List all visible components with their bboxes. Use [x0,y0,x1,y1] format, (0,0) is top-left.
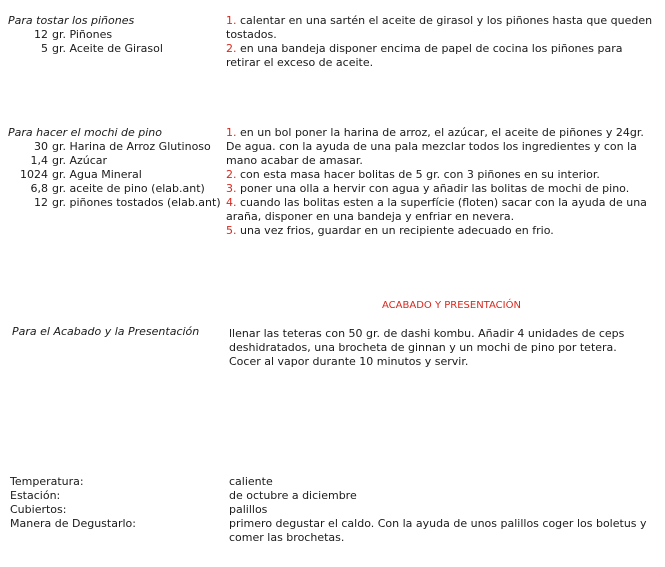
presentation-heading: ACABADO Y PRESENTACIÓN [382,300,521,311]
ingredient-row [0,168,215,182]
ingredient-name: gr. Agua Mineral [52,168,142,181]
info-value: primero degustar el caldo. Con la ayuda de unos palillos coger los boletus y comer las brochetas. [229,517,647,544]
step-item [226,182,658,196]
step-number: 1. [226,14,237,27]
info-row-estacion [10,489,660,503]
info-row-temperatura [10,475,660,489]
step-number: 5. [226,224,237,237]
step-item [226,42,658,70]
section-title-mochi: Para hacer el mochi de pino [8,126,163,139]
info-row-degustar [10,517,660,545]
info-value: de octubre a diciembre [229,489,357,502]
ingredient-row [0,140,215,154]
info-label: Cubiertos: [10,503,67,516]
info-row-cubiertos [10,503,660,517]
step-text: una vez frios, guardar en un recipiente adecuado en frio. [240,224,554,237]
presentation-line: Cocer al vapor durante 10 minutos y servir. [229,355,469,368]
step-item [226,14,658,42]
step-item [226,126,658,168]
ingredient-qty: 1024 [20,168,48,181]
ingredient-name: gr. aceite de pino (elab.ant) [52,182,205,195]
presentation-line: llenar las teteras con 50 gr. de dashi kombu. Añadir 4 unidades de ceps [229,327,625,340]
info-label: Manera de Degustarlo: [10,517,136,530]
step-item [226,168,658,182]
ingredient-name: gr. piñones tostados (elab.ant) [52,196,221,209]
steps-tostar [226,14,658,70]
section-title-tostar: Para tostar los piñones [8,14,135,27]
step-number: 3. [226,182,237,195]
step-item [226,224,658,238]
ingredient-qty: 1,4 [30,154,48,167]
ingredient-row [0,28,215,42]
info-value: caliente [229,475,273,488]
presentation-line: deshidratados, una brocheta de ginnan y un mochi de pino por tetera. [229,341,617,354]
presentation-text [229,327,659,369]
step-text: cuando las bolitas esten a la superfície (floten) sacar con la ayuda de una araña, disponer en una bandeja y enfriar en nevera. [226,196,647,223]
info-label: Temperatura: [10,475,84,488]
ingredient-qty: 6,8 [30,182,48,195]
ingredient-name: gr. Piñones [52,28,113,41]
info-label: Estación: [10,489,61,502]
ingredient-row [0,182,215,196]
step-text: en una bandeja disponer encima de papel de cocina los piñones para retirar el exceso de aceite. [226,42,623,69]
ingredient-qty: 12 [34,28,48,41]
ingredient-qty: 30 [34,140,48,153]
ingredient-row [0,196,221,210]
info-value: palillos [229,503,268,516]
step-item [226,196,658,224]
ingredient-row [0,154,215,168]
step-text: poner una olla a hervir con agua y añadir las bolitas de mochi de pino. [240,182,630,195]
step-number: 1. [226,126,237,139]
presentation-title: Para el Acabado y la Presentación [12,325,200,338]
step-text: con esta masa hacer bolitas de 5 gr. con 3 piñones en su interior. [240,168,600,181]
step-text: calentar en una sartén el aceite de girasol y los piñones hasta que queden tostados. [226,14,653,41]
step-number: 4. [226,196,237,209]
ingredient-qty: 12 [34,196,48,209]
ingredient-row [0,42,215,56]
ingredient-name: gr. Azúcar [52,154,108,167]
ingredient-name: gr. Aceite de Girasol [52,42,163,55]
steps-mochi [226,126,658,238]
ingredient-name: gr. Harina de Arroz Glutinoso [52,140,211,153]
step-number: 2. [226,42,237,55]
step-number: 2. [226,168,237,181]
ingredient-qty: 5 [41,42,48,55]
step-text: en un bol poner la harina de arroz, el azúcar, el aceite de piñones y 24gr. De agua. con la ayuda de una pala mezclar todos los ingredientes y con la mano acabar de amasar. [226,126,644,167]
